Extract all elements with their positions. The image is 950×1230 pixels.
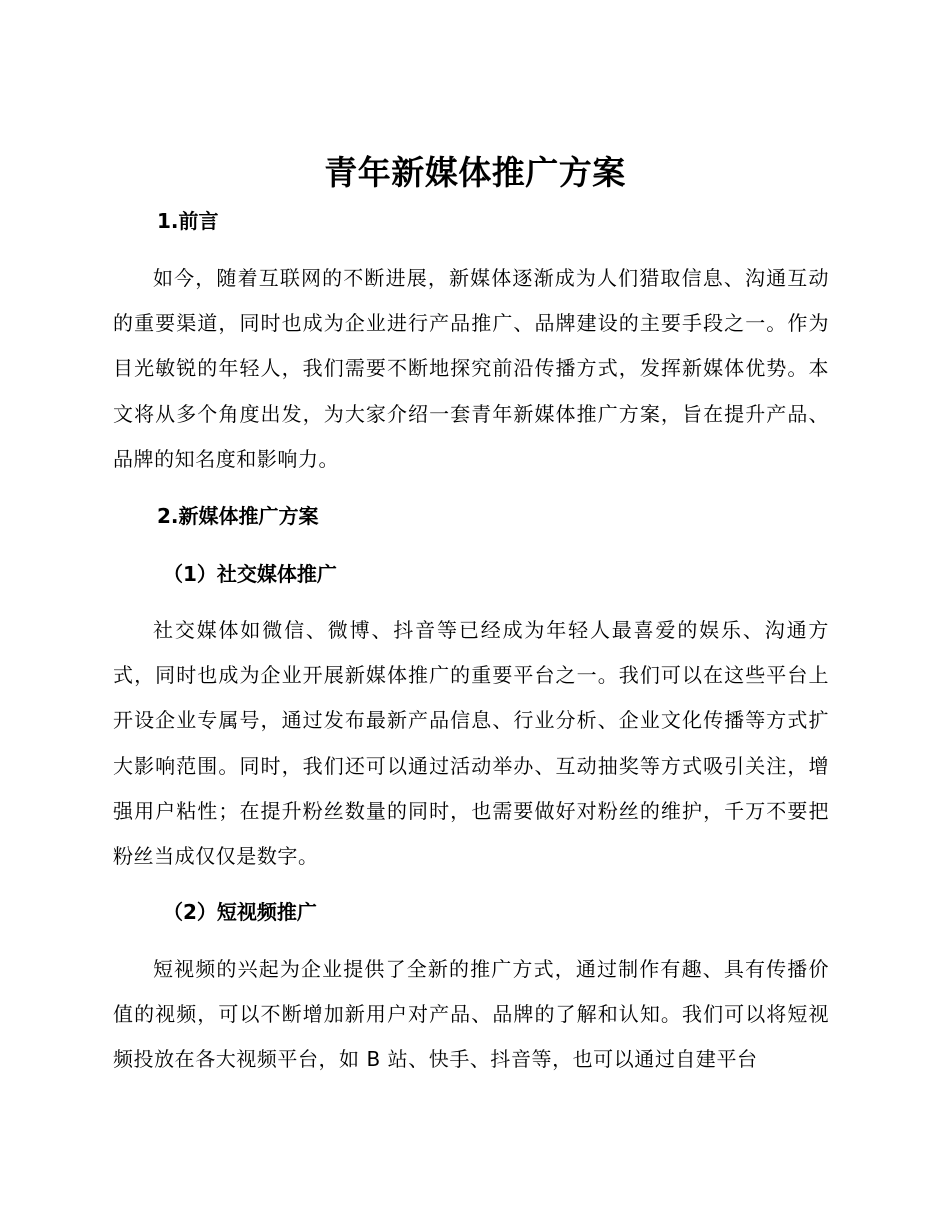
short-video-paragraph: 短视频的兴起为企业提供了全新的推广方式，通过制作有趣、具有传播价值的视频，可以不断增加新用户对产品、品牌的了解和认知。我们可以将短视频投放在各大视频平台，如 B 站、快手、抖音等，也可以通过自建平台 (113, 957, 829, 1072)
document-title: 青年新媒体推广方案 (324, 153, 626, 192)
section-heading-plan: 2.新媒体推广方案 (157, 504, 319, 528)
subsection-heading-social: （1）社交媒体推广 (163, 562, 337, 586)
section-heading-intro: 1.前言 (157, 209, 219, 233)
subsection-heading-video: （2）短视频推广 (163, 900, 317, 924)
intro-paragraph: 如今，随着互联网的不断进展，新媒体逐渐成为人们猎取信息、沟通互动的重要渠道，同时也成为企业进行产品推广、品牌建设的主要手段之一。作为目光敏锐的年轻人，我们需要不断地探究前沿传播方式，发挥新媒体优势。本文将从多个角度出发，为大家介绍一套青年新媒体推广方案，旨在提升产品、品牌的知名度和影响力。 (113, 266, 829, 471)
social-media-paragraph: 社交媒体如微信、微博、抖音等已经成为年轻人最喜爱的娱乐、沟通方式，同时也成为企业开展新媒体推广的重要平台之一。我们可以在这些平台上开设企业专属号，通过发布最新产品信息、行业分析、企业文化传播等方式扩大影响范围。同时，我们还可以通过活动举办、互动抽奖等方式吸引关注，增强用户粘性；在提升粉丝数量的同时，也需要做好对粉丝的维护，千万不要把粉丝当成仅仅是数字。 (113, 618, 829, 869)
